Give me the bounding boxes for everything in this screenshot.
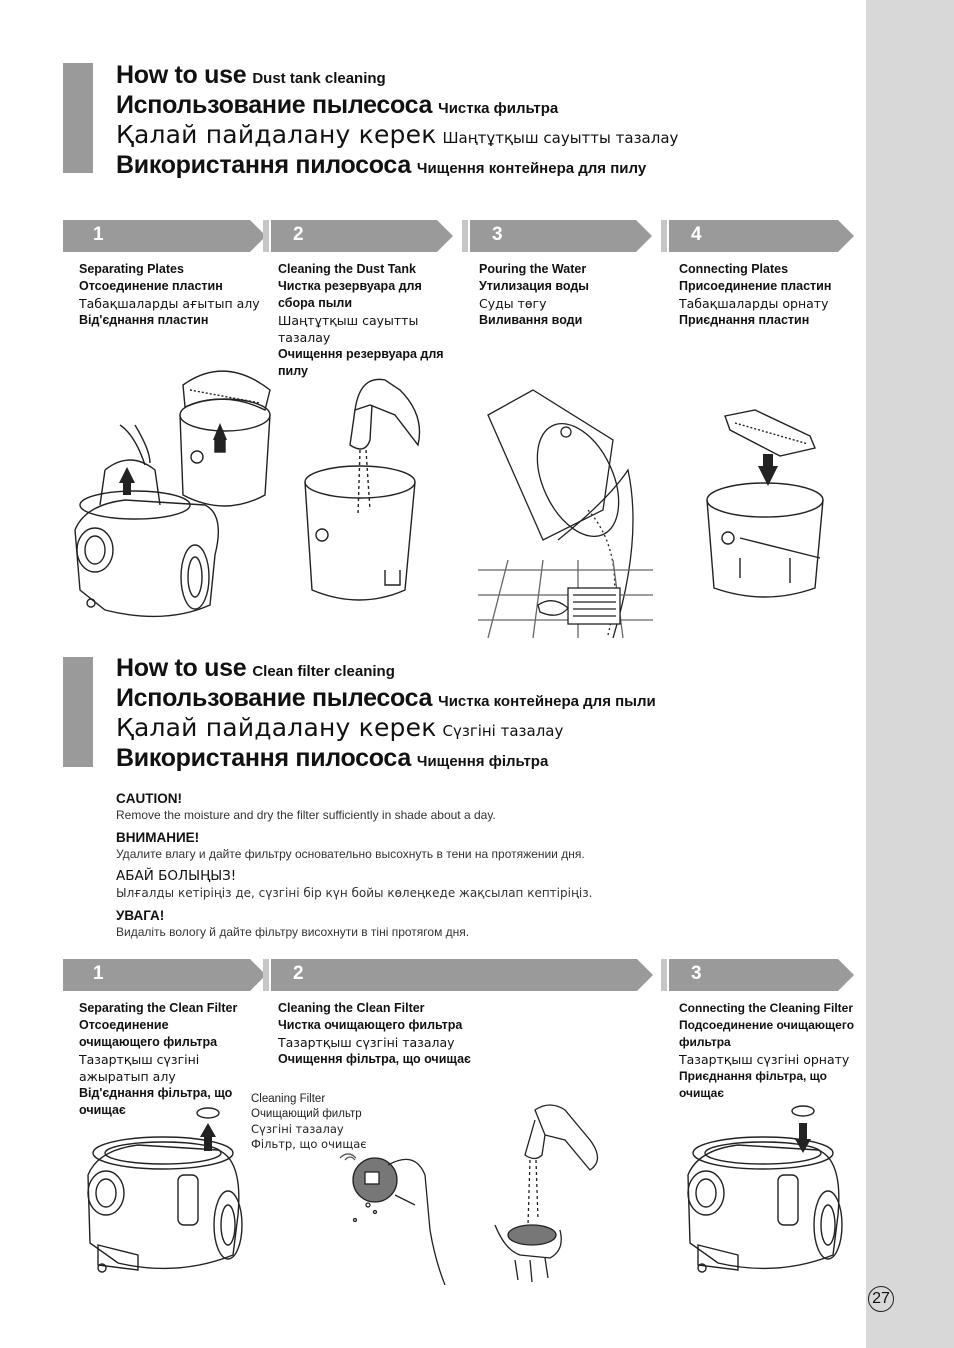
step-line-ru: Чистка резервуара для (278, 279, 422, 293)
step2-text (278, 261, 444, 380)
arrow-shape (462, 220, 654, 252)
title-en-main: How to use (116, 61, 247, 89)
title-uk-main: Використання пилососа (116, 151, 411, 179)
title-ru-sub: Чистка фильтра (438, 100, 559, 117)
title-kz-main: Қалай пайдалану керек (116, 713, 437, 742)
step-line-uk: пилу (278, 364, 308, 378)
label-kz: Сүзгіні тазалау (251, 1122, 344, 1136)
arrow-accent-2 (462, 220, 472, 252)
caution-text-kz: Ылғалды кетіріңіз де, сүзгіні бір күн бойы көлеңкеде жақсылап кептіріңіз. (116, 886, 593, 900)
page-number: 27 (868, 1286, 894, 1312)
caution-text-ru: Удалите влагу и дайте фильтру основательно высохнуть в тени на протяжении дня. (116, 847, 585, 861)
title-ru (116, 90, 678, 120)
step-arrow-1 (63, 959, 268, 991)
illustration-connecting-cleaning-filter (678, 1105, 853, 1280)
step-line-uk: Приєднання фільтра, що (679, 1069, 827, 1083)
step-line-ru: Присоединение пластин (679, 279, 832, 293)
step-line-en: Connecting the Cleaning Filter (679, 1001, 854, 1015)
step-line-uk: Очищення резервуара для (278, 347, 444, 361)
arrow-accent-3 (661, 220, 671, 252)
step-number: 1 (93, 963, 104, 984)
step1-text (79, 261, 260, 329)
section1-title-bar (63, 63, 93, 173)
label-ru: Очищающий фильтр (251, 1108, 362, 1120)
step-arrow-4 (661, 220, 856, 252)
step-line-en: Separating Plates (79, 262, 184, 276)
title-uk (116, 150, 678, 180)
step-line-ru: фильтра (679, 1035, 731, 1049)
title-en-main: How to use (116, 654, 247, 682)
illustration-separating-clean-filter (78, 1105, 253, 1280)
label-uk: Фільтр, що очищає (251, 1137, 367, 1151)
caution-block (116, 784, 836, 944)
step-number: 3 (691, 963, 702, 984)
step-line-uk: очищає (79, 1103, 126, 1117)
step-line-uk: очищає (679, 1086, 724, 1100)
illustration-separating-plates (65, 355, 275, 635)
caution-text-uk: Видаліть вологу й дайте фільтру висохнути в тіні протягом дня. (116, 925, 470, 939)
title-kz (116, 713, 656, 743)
step-line-en: Separating the Clean Filter (79, 1001, 238, 1015)
step-line-ru: Утилизация воды (479, 279, 589, 293)
title-kz-main: Қалай пайдалану керек (116, 120, 437, 149)
step-arrow-3 (462, 220, 654, 252)
title-uk-sub: Чищення контейнера для пилу (416, 160, 647, 177)
section1-steps-row (63, 220, 856, 252)
title-uk-main: Використання пилососа (116, 744, 411, 772)
step-line-uk: Приєднання пластин (679, 313, 810, 327)
step-arrow-1 (63, 220, 268, 252)
title-kz-sub: Сүзгіні тазалау (442, 722, 564, 740)
illustration-cleaning-dust-tank (300, 370, 425, 635)
step-line-kz: Табақшаларды орнату (679, 296, 829, 311)
caution-heading-ru: ВНИМАНИЕ! (116, 830, 200, 845)
step-line-ru: Чистка очищающего фильтра (278, 1018, 463, 1032)
section2-title-bar (63, 657, 93, 767)
step-number: 2 (293, 224, 304, 245)
illustration-cleaning-clean-filter (320, 1100, 605, 1285)
section2-steps-row (63, 959, 856, 991)
title-ru-sub: Чистка контейнера для пыли (438, 693, 656, 710)
step-arrow-3 (661, 959, 856, 991)
step-line-uk: Від'єднання фільтра, що (79, 1086, 233, 1100)
title-kz (116, 120, 678, 150)
title-en (116, 653, 656, 683)
step-line-kz: Тазартқыш сүзгіні (79, 1052, 200, 1067)
arrow-shape (263, 959, 655, 991)
step-line-ru: сбора пыли (278, 296, 353, 310)
right-margin-strip (866, 0, 954, 1348)
step-line-ru: Подсоединение очищающего (679, 1018, 855, 1032)
step-line-uk: Виливання води (479, 313, 583, 327)
step-line-ru: Отсоединение пластин (79, 279, 223, 293)
step-line-kz: Шаңтұтқыш сауытты (278, 313, 419, 328)
title-ru-main: Использование пылесоса (116, 91, 433, 119)
step-arrow-2 (263, 959, 655, 991)
s2-step3-text (679, 1000, 854, 1102)
title-kz-sub: Шаңтұтқыш сауытты тазалау (442, 129, 679, 147)
illustration-pouring-water (478, 380, 653, 638)
step-line-ru: Отсоединение (79, 1018, 169, 1032)
title-uk-sub: Чищення фільтра (416, 753, 549, 770)
step-number: 1 (93, 224, 104, 245)
step-line-en: Cleaning the Dust Tank (278, 262, 416, 276)
step-line-kz: тазалау (278, 330, 331, 345)
step-line-en: Connecting Plates (679, 262, 789, 276)
title-en (116, 60, 678, 90)
step-line-en: Pouring the Water (479, 262, 587, 276)
s2-step1-text (79, 1000, 237, 1119)
s2-step2-text (278, 1000, 471, 1068)
arrow-shape (263, 220, 455, 252)
caution-text-en: Remove the moisture and dry the filter sufficiently in shade about a day. (116, 808, 496, 822)
title-en-sub: Clean filter cleaning (252, 663, 395, 680)
step-line-kz: Тазартқыш сүзгіні орнату (679, 1052, 850, 1067)
step-line-uk: Від'єднання пластин (79, 313, 209, 327)
arrow-accent-4 (263, 959, 273, 991)
title-uk (116, 743, 656, 773)
step-line-uk: Очищення фільтра, що очищає (278, 1052, 471, 1066)
section2-title (116, 653, 656, 773)
step4-text (679, 261, 831, 329)
step-arrow-2 (263, 220, 455, 252)
step-number: 2 (293, 963, 304, 984)
title-ru-main: Использование пылесоса (116, 684, 433, 712)
step3-text (479, 261, 589, 329)
step-line-kz: ажыратып алу (79, 1069, 176, 1084)
arrow-accent-5 (661, 959, 671, 991)
step-line-kz: Суды төгу (479, 296, 547, 311)
section1-title (116, 60, 678, 180)
label-en: Cleaning Filter (251, 1093, 326, 1105)
caution-heading-en: CAUTION! (116, 791, 182, 806)
caution-heading-uk: УВАГА! (116, 908, 165, 923)
step-number: 4 (691, 224, 702, 245)
caution-heading-kz: АБАЙ БОЛЫҢЫЗ! (116, 868, 237, 884)
step-line-ru: очищающего фильтра (79, 1035, 218, 1049)
illustration-connecting-plates (700, 408, 830, 603)
step-line-kz: Табақшаларды ағытып алу (79, 296, 260, 311)
title-en-sub: Dust tank cleaning (252, 70, 386, 87)
step-number: 3 (492, 224, 503, 245)
step-line-en: Cleaning the Clean Filter (278, 1001, 425, 1015)
title-ru (116, 683, 656, 713)
arrow-accent-1 (263, 220, 273, 252)
step-line-kz: Тазартқыш сүзгіні тазалау (278, 1035, 455, 1050)
